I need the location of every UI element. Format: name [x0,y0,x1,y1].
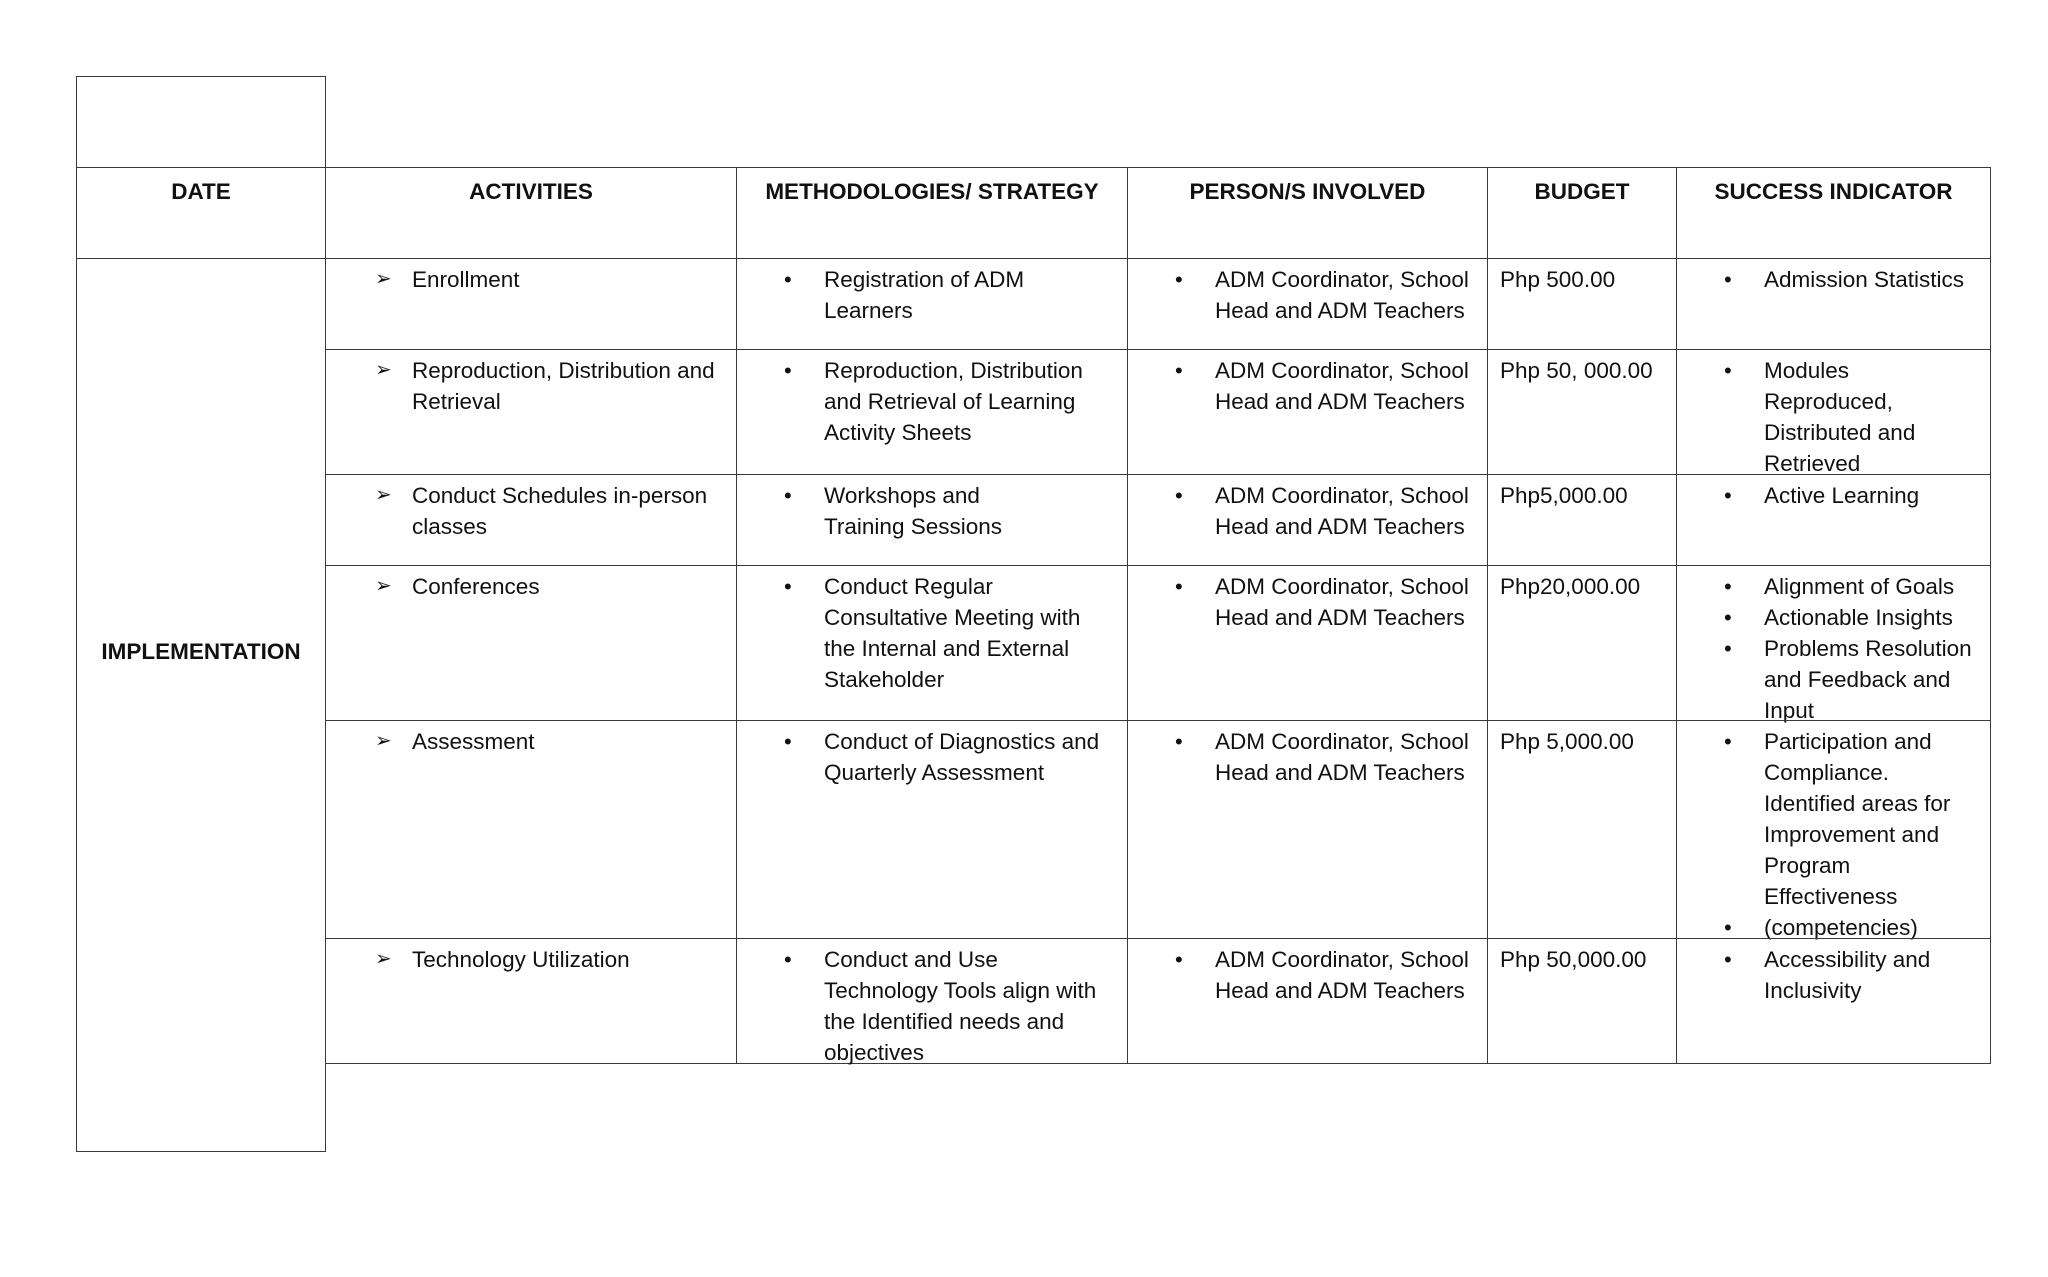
list-item: ➢ Enrollment [326,264,736,295]
list-item: • Active Learning [1677,480,1990,511]
table-row-3-persons [1127,474,1488,566]
header-activities: ACTIVITIES [325,167,737,259]
table-row-4-methodology [736,565,1128,721]
list-item: • Problems Resolution and Feedback and Input [1677,633,1990,726]
table-row-6-methodology [736,938,1128,1064]
date-implementation-cell [76,258,326,1152]
list-item: • (competencies) [1677,912,1990,943]
list-item: ➢ Reproduction, Distribution and Retrieval [326,355,736,417]
table-row-2-persons [1127,349,1488,475]
table-row-2-methodology [736,349,1128,475]
dot-bullet-icon: • [1724,267,1732,292]
table-row-1-success [1676,258,1991,350]
table-row-1-persons [1127,258,1488,350]
list-item: ➢ Technology Utilization [326,944,736,975]
table-row-4-budget: Php20,000.00 [1487,565,1677,721]
dot-bullet-icon: • [1724,483,1732,508]
list-item: ➢ Conduct Schedules in-person classes [326,480,736,542]
dot-bullet-icon: • [1175,358,1183,383]
table-row-5-methodology [736,720,1128,939]
table-row-6-budget: Php 50,000.00 [1487,938,1677,1064]
table-row-2-success [1676,349,1991,475]
dot-bullet-icon: • [784,947,792,972]
list-item: • ADM Coordinator, School Head and ADM Teachers [1128,726,1487,788]
list-item: • ADM Coordinator, School Head and ADM Teachers [1128,571,1487,633]
arrow-bullet-icon: ➢ [375,359,392,381]
dot-bullet-icon: • [1724,915,1732,940]
dot-bullet-icon: • [1724,636,1732,661]
table-row-1-activity [325,258,737,350]
dot-bullet-icon: • [1724,729,1732,754]
table-row-5-persons [1127,720,1488,939]
header-methodologies: METHODOLOGIES/ STRATEGY [736,167,1128,259]
table-row-6-success [1676,938,1991,1064]
list-item: • Alignment of Goals [1677,571,1990,602]
list-item: • Conduct and Use Technology Tools align with the Identified needs and objectives [737,944,1127,1068]
dot-bullet-icon: • [784,358,792,383]
list-item: • Registration of ADM Learners [737,264,1127,326]
list-item: • ADM Coordinator, School Head and ADM Teachers [1128,944,1487,1006]
dot-bullet-icon: • [784,729,792,754]
table-row-2-activity [325,349,737,475]
list-item: • ADM Coordinator, School Head and ADM Teachers [1128,355,1487,417]
list-item: • Reproduction, Distribution and Retrieval of Learning Activity Sheets [737,355,1127,448]
implementation-label: IMPLEMENTATION [101,638,301,664]
list-item: • Conduct of Diagnostics and Quarterly Assessment [737,726,1127,788]
table-row-3-budget: Php5,000.00 [1487,474,1677,566]
arrow-bullet-icon: ➢ [375,730,392,752]
table-row-3-success [1676,474,1991,566]
dot-bullet-icon: • [1724,947,1732,972]
dot-bullet-icon: • [1175,483,1183,508]
arrow-bullet-icon: ➢ [375,948,392,970]
arrow-bullet-icon: ➢ [375,575,392,597]
dot-bullet-icon: • [1724,574,1732,599]
list-item: ➢ Assessment [326,726,736,757]
table-row-4-persons [1127,565,1488,721]
dot-bullet-icon: • [1175,574,1183,599]
dot-bullet-icon: • [1724,605,1732,630]
list-item: • Conduct Regular Consultative Meeting with the Internal and External Stakeholder [737,571,1127,695]
header-persons-involved: PERSON/S INVOLVED [1127,167,1488,259]
list-item: • Participation and Compliance. Identified areas for Improvement and Program Effectiveness [1677,726,1990,912]
dot-bullet-icon: • [1175,267,1183,292]
dot-bullet-icon: • [1724,358,1732,383]
table-row-3-methodology [736,474,1128,566]
list-item: • Actionable Insights [1677,602,1990,633]
list-item: • ADM Coordinator, School Head and ADM Teachers [1128,264,1487,326]
table-row-2-budget: Php 50, 000.00 [1487,349,1677,475]
dot-bullet-icon: • [784,574,792,599]
table-row-5-activity [325,720,737,939]
header-budget: BUDGET [1487,167,1677,259]
table-row-4-activity [325,565,737,721]
table-row-5-budget: Php 5,000.00 [1487,720,1677,939]
header-success-indicator: SUCCESS INDICATOR [1676,167,1991,259]
table-row-1-budget: Php 500.00 [1487,258,1677,350]
arrow-bullet-icon: ➢ [375,268,392,290]
table-row-6-persons [1127,938,1488,1064]
top-left-empty-cell [76,76,326,168]
dot-bullet-icon: • [1175,947,1183,972]
dot-bullet-icon: • [1175,729,1183,754]
table-row-6-activity [325,938,737,1064]
dot-bullet-icon: • [784,267,792,292]
list-item: • Workshops and Training Sessions [737,480,1127,542]
table-row-4-success [1676,565,1991,721]
list-item: • Admission Statistics [1677,264,1990,295]
list-item: • Modules Reproduced, Distributed and Retrieved [1677,355,1990,479]
arrow-bullet-icon: ➢ [375,484,392,506]
table-row-1-methodology [736,258,1128,350]
table-row-3-activity [325,474,737,566]
list-item: • ADM Coordinator, School Head and ADM Teachers [1128,480,1487,542]
dot-bullet-icon: • [784,483,792,508]
header-date: DATE [76,167,326,259]
list-item: ➢ Conferences [326,571,736,602]
table-row-5-success [1676,720,1991,939]
list-item: • Accessibility and Inclusivity [1677,944,1990,1006]
